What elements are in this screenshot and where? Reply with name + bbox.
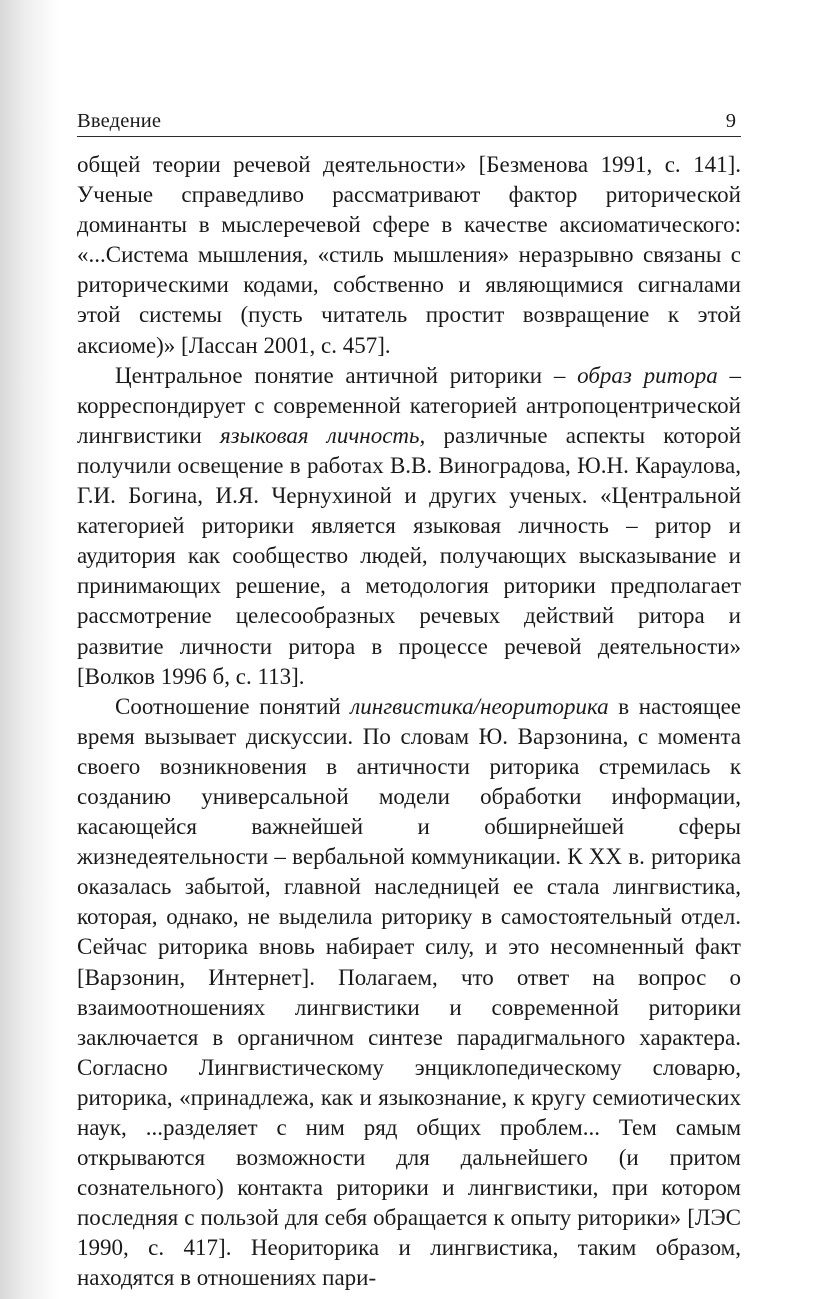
text-run: – корреспондирует с современной категорией антропоцентрической лингвистики [77, 362, 741, 448]
paragraph [77, 150, 741, 361]
text-run: Центральное понятие античной риторики – [115, 362, 578, 388]
body-text [77, 150, 741, 1294]
italic-term: лингвистика/неориторика [350, 693, 609, 719]
running-header [77, 108, 741, 137]
text-run: Соотношение понятий [115, 693, 351, 719]
section-title: Введение [77, 110, 162, 132]
page-edge-shadow [0, 0, 58, 1299]
paragraph [77, 692, 741, 1294]
paragraph [77, 361, 741, 692]
italic-term: образ ритора [577, 362, 718, 388]
text-run: различные аспекты которой получили освещение в работах В.В. Виноградова, Ю.Н. Караулова, Г.И. Богина, И.Я. Чернухиной и других ученых. «Центральной категорией риторики является языковая личность – ритор и аудитория как сообщество людей, получающих высказывание и принимающих решение, а методология риторики предполагает рассмотрение целесообразных речевых действий ритора и развитие личности ритора в процессе речевой деятельности» [Волков 1996 б, с. 113]. [77, 422, 742, 689]
text-run: в настоящее время вызывает дискуссии. По словам Ю. Варзонина, с момента своего возникновения в античности риторика стремилась к созданию универсальной модели обработки информации, касающейся важнейшей и обширнейшей сферы жизнедеятельности – вербальной коммуникации. К XX в. риторика оказалась забытой, главной наследницей ее стала лингвистика, которая, однако, не выделила риторику в самостоятельный отдел. Сейчас риторика вновь набирает силу, и это несомненный факт [Варзонин, Интернет]. Полагаем, что ответ на вопрос о взаимоотношениях лингвистики и современной риторики заключается в органичном синтезе парадигмального характера. Согласно Лингвистическому энциклопедическому словарю, риторика, «принадлежа, как и языкознание, к кругу семиотических наук, ...разделяет с ним ряд общих проблем... Тем самым открываются возможности для дальнейшего (и притом сознательного) контакта риторики и лингвистики, при котором последняя с пользой для себя обращается к опыту риторики» [ЛЭС 1990, с. 417]. Неориторика и лингвистика, таким образом, находятся в отношениях пари- [77, 693, 741, 1291]
italic-term: языковая личность, [219, 422, 426, 448]
text-run: общей теории речевой деятельности» [Безменова 1991, с. 141]. Ученые справедливо рассматривают фактор риторической доминанты в мыслеречевой сфере в качестве аксиоматического: «...Система мышления, «стиль мышления» неразрывно связаны с риторическими кодами, собственно и являющимися сигналами этой системы (пусть читатель простит возвращение к этой аксиоме)» [Лассан 2001, с. 457]. [77, 152, 741, 358]
page-number: 9 [725, 110, 736, 132]
